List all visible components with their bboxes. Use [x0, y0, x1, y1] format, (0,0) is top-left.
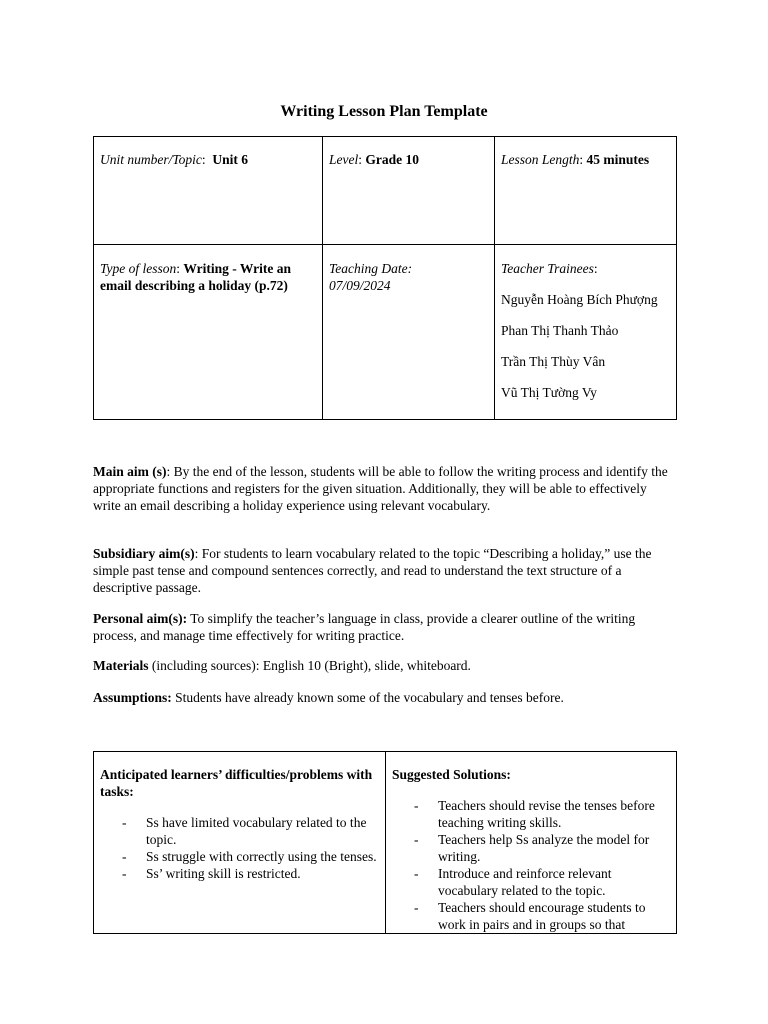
main-aim-text: : By the end of the lesson, students will be able to follow the writing process and identify the appropriate functions and registers for the given situation. Additionally, they will be able to effectively write an email describing a holiday experience using relevant vocabulary. [93, 464, 668, 513]
personal-aim [93, 610, 675, 644]
unit-label: Unit number/Topic [100, 152, 202, 167]
subsidiary-aim-text: : For students to learn vocabulary related to the topic “Describing a holiday,” use the simple past tense and compound sentences correctly, and read to understand the text structure of a descriptive passage. [93, 546, 652, 595]
teaching-date-label: Teaching Date: [329, 261, 413, 276]
list-item [392, 797, 670, 831]
difficulty-text: Ss’ writing skill is restricted. [146, 866, 301, 881]
solution-text: Teachers should encourage students to work in pairs and in groups so that [438, 900, 646, 932]
list-item [100, 848, 379, 865]
trainees-label: Teacher Trainees [501, 261, 594, 276]
dash-bullet: - [414, 900, 419, 915]
subsidiary-aim [93, 545, 675, 596]
solution-text: Teachers should revise the tenses before teaching writing skills. [438, 798, 655, 830]
dash-bullet: - [122, 849, 127, 864]
solution-text: Teachers help Ss analyze the model for writing. [438, 832, 650, 864]
lesson-info-table [93, 136, 677, 420]
assumptions-text: Students have already known some of the vocabulary and tenses before. [171, 690, 564, 705]
unit-value: Unit 6 [212, 152, 249, 167]
dash-bullet: - [414, 798, 419, 813]
trainee-name: Vũ Thị Tường Vy [501, 385, 597, 400]
difficulties-list [100, 814, 379, 882]
personal-aim-text: To simplify the teacher’s language in class, provide a clearer outline of the writing process, and manage time effectively for writing practice. [93, 611, 636, 643]
materials-label: Materials [93, 658, 149, 673]
list-item [100, 865, 379, 882]
dash-bullet: - [414, 866, 419, 881]
dash-bullet: - [414, 832, 419, 847]
main-aim-label: Main aim (s) [93, 464, 167, 479]
list-item [392, 899, 670, 933]
materials-text: (including sources): English 10 (Bright), slide, whiteboard. [148, 658, 471, 673]
list-item [392, 865, 670, 899]
problems-solutions-table [93, 751, 677, 934]
difficulties-header: Anticipated learners’ difficulties/problems with tasks: [100, 767, 373, 799]
unit-cell: Unit number/Topic: Unit 6 [94, 137, 323, 245]
list-item [392, 831, 670, 865]
solutions-list [392, 797, 670, 933]
dash-bullet: - [122, 866, 127, 881]
difficulties-cell [94, 752, 386, 934]
lesson-type-value: Writing - Write an email describing a holiday (p.72) [100, 261, 292, 293]
difficulty-text: Ss struggle with correctly using the tenses. [146, 849, 377, 864]
document-title: Writing Lesson Plan Template [280, 103, 488, 120]
main-aim [93, 463, 675, 514]
teaching-date-value: 07/09/2024 [329, 278, 391, 293]
teaching-date-cell [323, 245, 495, 420]
trainee-name: Nguyễn Hoàng Bích Phượng [501, 292, 658, 307]
solution-text: Introduce and reinforce relevant vocabulary related to the topic. [438, 866, 612, 898]
assumptions [93, 689, 675, 706]
materials [93, 657, 675, 674]
solutions-header: Suggested Solutions: [392, 767, 511, 782]
level-value: Grade 10 [365, 152, 420, 167]
level-label: Level [329, 152, 359, 167]
trainee-name: Trần Thị Thùy Vân [501, 354, 606, 369]
subsidiary-aim-label: Subsidiary aim(s) [93, 546, 195, 561]
assumptions-label: Assumptions: [93, 690, 172, 705]
length-value: 45 minutes [586, 152, 650, 167]
trainee-name: Phan Thị Thanh Thảo [501, 323, 619, 338]
level-cell: Level: Grade 10 [323, 137, 495, 245]
difficulty-text: Ss have limited vocabulary related to the topic. [146, 815, 367, 847]
lesson-type-label: Type of lesson [100, 261, 177, 276]
length-label: Lesson Length [501, 152, 580, 167]
length-cell: Lesson Length: 45 minutes [495, 137, 677, 245]
personal-aim-label: Personal aim(s): [93, 611, 188, 626]
dash-bullet: - [122, 815, 127, 830]
solutions-cell [386, 752, 677, 934]
trainees-cell: Teacher Trainees: Nguyễn Hoàng Bích Phượng Phan Thị Thanh Thảo Trần Thị Thùy Vân Vũ Thị Tường Vy [495, 245, 677, 420]
list-item [100, 814, 379, 848]
lesson-type-cell: Type of lesson: Writing - Write an email describing a holiday (p.72) [94, 245, 323, 420]
